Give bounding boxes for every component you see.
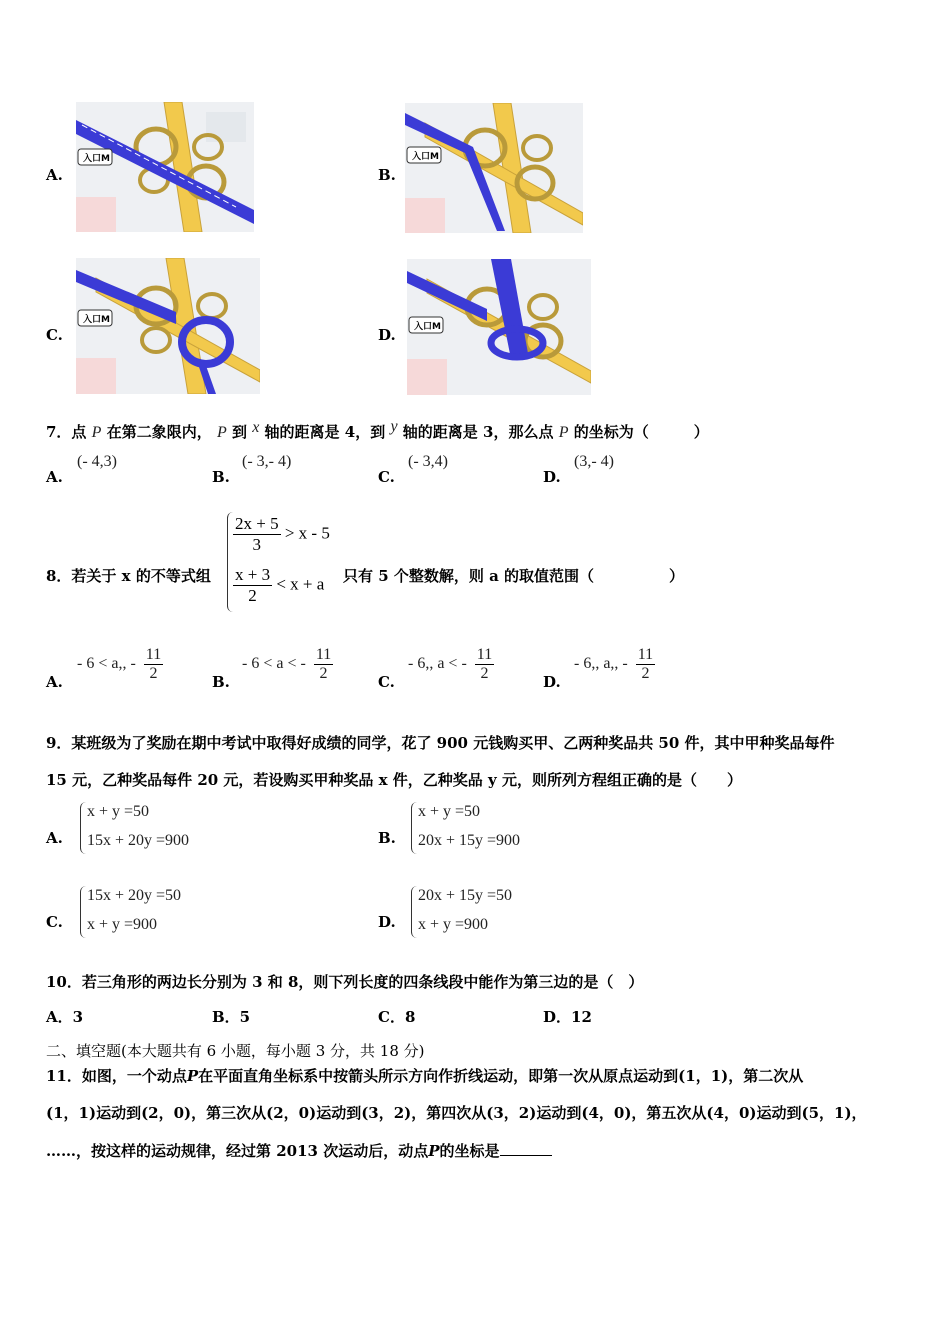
q8-option-d-num: 11 bbox=[637, 646, 654, 663]
q7-var-p3: P bbox=[558, 424, 569, 441]
q9-option-a-eq2: 15x + 20y =900 bbox=[87, 832, 190, 849]
q7-text-c: 到 bbox=[231, 423, 247, 441]
q10-text: 10．若三角形的两边长分别为 3 和 8，则下列长度的四条线段中能作为第三边的是（ ） bbox=[46, 973, 644, 991]
q7-option-d-label: D. bbox=[543, 468, 561, 486]
q10-option-a: A．3 bbox=[46, 1008, 84, 1026]
q11-line-1 bbox=[46, 1065, 803, 1086]
q9-option-c-eq2: x + y =900 bbox=[87, 916, 158, 933]
q8-inequality-2 bbox=[233, 565, 324, 606]
map-option-b bbox=[405, 103, 583, 233]
q9-option-a-brace bbox=[80, 802, 86, 854]
entry-label-d: 入口M bbox=[414, 322, 441, 332]
q11-line1-a: 11．如图，一个动点 bbox=[46, 1067, 187, 1085]
q7-text-a: 7．点 bbox=[46, 423, 87, 441]
q9-option-c-label: C. bbox=[46, 913, 63, 931]
q10-option-d: D．12 bbox=[543, 1008, 592, 1026]
q10-option-b: B．5 bbox=[212, 1008, 251, 1026]
q8-option-b-left: - 6 < a < - bbox=[242, 655, 306, 673]
entry-label-a: 入口M bbox=[83, 154, 110, 164]
q8-option-d-value bbox=[574, 646, 655, 683]
q9-option-b-eq2: 20x + 15y =900 bbox=[418, 832, 521, 849]
q8-option-d-left: - 6,, a,, - bbox=[574, 655, 628, 673]
q7-option-b-label: B. bbox=[212, 468, 230, 486]
option-a-label: A. bbox=[46, 166, 63, 184]
q7-option-b-value: (- 3,- 4) bbox=[242, 453, 292, 470]
q9-option-d-eq1: 20x + 15y =50 bbox=[418, 887, 513, 904]
q9-option-d-eq2: x + y =900 bbox=[418, 916, 489, 933]
option-b-label: B. bbox=[378, 166, 396, 184]
q9-option-c-brace bbox=[80, 886, 86, 938]
q7-var-y: y bbox=[390, 418, 398, 435]
q7-option-a-value: (- 4,3) bbox=[77, 453, 117, 470]
section-2-heading: 二、填空题(本大题共有 6 小题，每小题 3 分，共 18 分) bbox=[46, 1042, 425, 1060]
map-option-c bbox=[76, 258, 260, 394]
entry-label-b: 入口M bbox=[412, 152, 439, 162]
q7-var-x: x bbox=[252, 419, 260, 436]
option-d-label: D. bbox=[378, 326, 396, 344]
q7-option-d-value: (3,- 4) bbox=[574, 453, 614, 470]
q8-option-d-den: 2 bbox=[636, 664, 655, 683]
q8-option-c-value bbox=[408, 646, 494, 683]
q8-option-a-value bbox=[77, 646, 163, 683]
q8-option-c-left: - 6,, a < - bbox=[408, 655, 467, 673]
q8-option-a-num: 11 bbox=[145, 646, 162, 663]
q8-option-b-den: 2 bbox=[314, 664, 333, 683]
q8-option-c-label: C. bbox=[378, 673, 395, 691]
map-b-svg bbox=[405, 103, 583, 233]
q7-option-c-label: C. bbox=[378, 468, 395, 486]
question-7 bbox=[46, 418, 709, 442]
map-a-svg bbox=[76, 102, 254, 232]
q8-option-b-value bbox=[242, 646, 333, 683]
q8-text-a: 8．若关于 x 的不等式组 bbox=[46, 567, 211, 585]
q8-ineq1-den: 3 bbox=[252, 535, 262, 554]
q8-inequality-1 bbox=[233, 514, 330, 555]
map-c-svg bbox=[76, 258, 260, 394]
q9-option-d-brace bbox=[411, 886, 417, 938]
q11-var-p1: P bbox=[186, 1067, 199, 1085]
option-c-label: C. bbox=[46, 326, 63, 344]
q8-ineq2-num: x + 3 bbox=[235, 565, 271, 584]
q7-option-a-label: A. bbox=[46, 468, 63, 486]
q9-option-c-eq1: 15x + 20y =50 bbox=[87, 887, 182, 904]
q8-ineq2-rest: < x + a bbox=[276, 574, 325, 594]
q9-option-b-brace bbox=[411, 802, 417, 854]
q8-ineq2-den: 2 bbox=[248, 586, 257, 605]
q11-var-p2: P bbox=[428, 1142, 440, 1160]
entry-label-c: 入口M bbox=[83, 315, 110, 325]
q8-option-b-num: 11 bbox=[315, 646, 332, 663]
q9-option-a-eq1: x + y =50 bbox=[87, 803, 150, 820]
map-option-d bbox=[407, 259, 591, 395]
q11-line1-b: 在平面直角坐标系中按箭头所示方向作折线运动，即第一次从原点运动到(1，1)，第二次从 bbox=[198, 1067, 804, 1085]
q7-var-p2: P bbox=[216, 424, 227, 441]
q7-option-c-value: (- 3,4) bbox=[408, 453, 448, 470]
q11-line3-b: 的坐标是 bbox=[439, 1142, 500, 1160]
q8-ineq1-num: 2x + 5 bbox=[235, 514, 279, 533]
q8-option-a-label: A. bbox=[46, 673, 63, 691]
q7-text-e: 轴的距离是 3，那么点 bbox=[402, 423, 554, 441]
q11-line-2: (1，1)运动到(2，0)，第三次从(2，0)运动到(3，2)，第四次从(3，2)运动到(4，0)，第五次从(4，0)运动到(5，1)， bbox=[46, 1104, 867, 1122]
q11-answer-blank[interactable] bbox=[500, 1141, 552, 1156]
q9-line-1: 9．某班级为了奖励在期中考试中取得好成绩的同学，花了 900 元钱购买甲、乙两种奖品共 50 件，其中甲种奖品每件 bbox=[46, 734, 835, 752]
q8-option-c-num: 11 bbox=[476, 646, 493, 663]
q9-option-d-label: D. bbox=[378, 913, 396, 931]
q10-option-c: C．8 bbox=[378, 1008, 416, 1026]
q9-line-2: 15 元，乙种奖品每件 20 元，若设购买甲种奖品 x 件，乙种奖品 y 元，则所列方程组正确的是（ ） bbox=[46, 771, 742, 789]
q8-option-b-label: B. bbox=[212, 673, 230, 691]
q8-option-c-den: 2 bbox=[475, 664, 494, 683]
q9-option-a-label: A. bbox=[46, 829, 63, 847]
q7-var-p1: P bbox=[91, 424, 102, 441]
q7-text-d: 轴的距离是 4，到 bbox=[264, 423, 386, 441]
q8-option-d-label: D. bbox=[543, 673, 561, 691]
q8-ineq1-rest: > x - 5 bbox=[284, 523, 330, 543]
q11-line-3 bbox=[46, 1140, 552, 1161]
q11-line3-a: ……，按这样的运动规律，经过第 2013 次运动后，动点 bbox=[46, 1142, 429, 1160]
q9-option-b-eq1: x + y =50 bbox=[418, 803, 481, 820]
q8-option-a-den: 2 bbox=[144, 664, 163, 683]
q8-text-b: 只有 5 个整数解，则 a 的取值范围（ ） bbox=[343, 567, 685, 585]
map-option-a bbox=[76, 102, 254, 232]
q8-option-a-left: - 6 < a,, - bbox=[77, 655, 136, 673]
q7-text-b: 在第二象限内， bbox=[106, 423, 212, 441]
q9-option-b-label: B. bbox=[378, 829, 396, 847]
q7-text-f: 的坐标为（ ） bbox=[573, 423, 709, 441]
